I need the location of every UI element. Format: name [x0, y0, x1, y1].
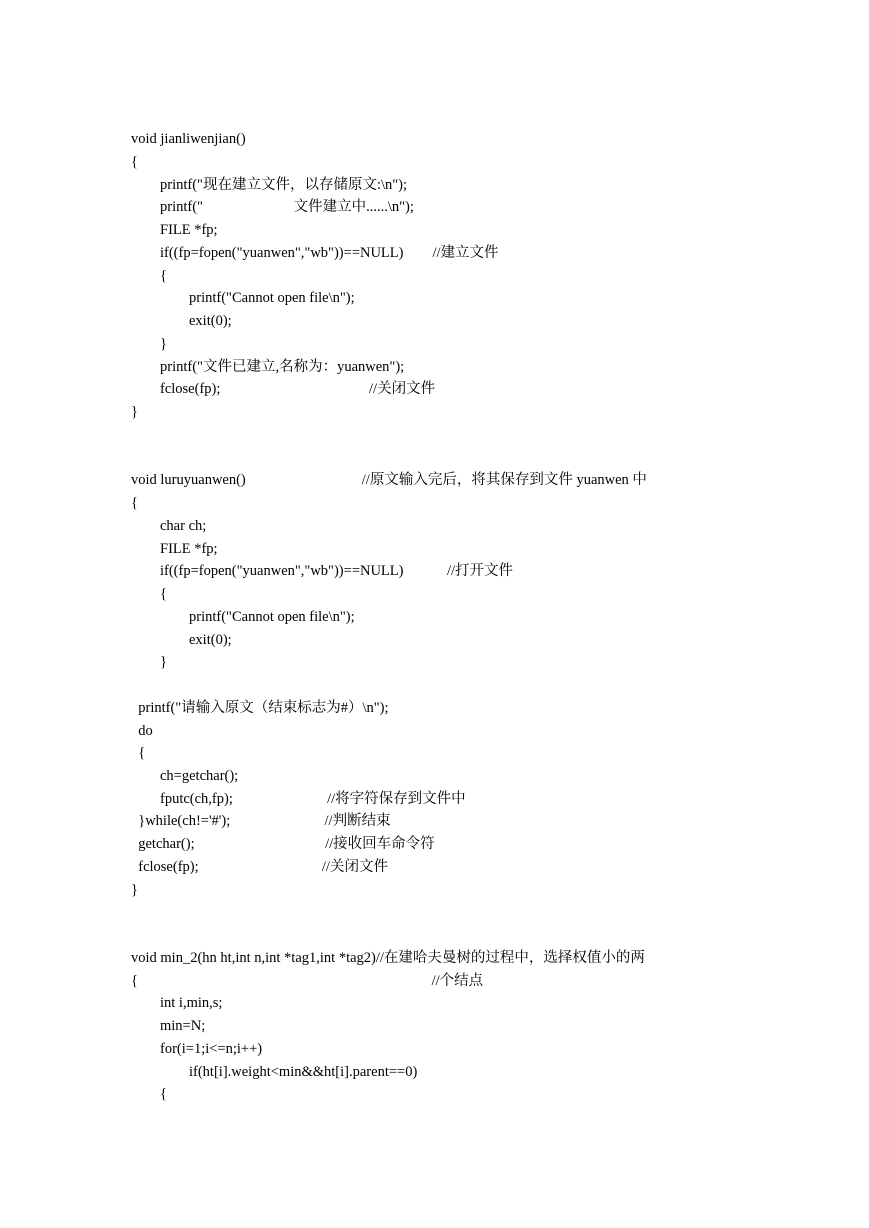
code-line: { [131, 154, 138, 170]
code-line: printf("Cannot open file\n"); [131, 290, 355, 306]
code-line: FILE *fp; [131, 541, 218, 557]
code-line: { [131, 495, 138, 511]
code-line: exit(0); [131, 313, 232, 329]
code-line: printf(" 文件建立中......\n"); [131, 199, 414, 215]
code-line: void jianliwenjian() [131, 131, 246, 147]
code-line: fclose(fp); //关闭文件 [131, 381, 436, 397]
code-line: do [131, 723, 153, 739]
code-line: { [131, 268, 167, 284]
code-line: fclose(fp); //关闭文件 [131, 859, 388, 875]
code-line: if((fp=fopen("yuanwen","wb"))==NULL) //打开文件 [131, 563, 514, 579]
code-line: exit(0); [131, 632, 232, 648]
code-line: { [131, 586, 167, 602]
code-line: void luruyuanwen() //原文输入完后，将其保存到文件 yuanwen 中 [131, 472, 647, 488]
code-line: for(i=1;i<=n;i++) [131, 1041, 263, 1057]
code-line: } [131, 336, 167, 352]
code-line: char ch; [131, 518, 207, 534]
code-line: { //个结点 [131, 973, 484, 989]
code-line: } [131, 654, 167, 670]
code-line: { [131, 745, 146, 761]
code-line: printf("现在建立文件，以存储原文:\n"); [131, 177, 408, 193]
code-line: void min_2(hn ht,int n,int *tag1,int *tag2)//在建哈夫曼树的过程中，选择权值小的两 [131, 950, 645, 966]
code-line: min=N; [131, 1018, 206, 1034]
code-line: fputc(ch,fp); //将字符保存到文件中 [131, 791, 466, 807]
code-line: if((fp=fopen("yuanwen","wb"))==NULL) //建立文件 [131, 245, 499, 261]
code-line: FILE *fp; [131, 222, 218, 238]
code-line: printf("请输入原文（结束标志为#）\n"); [131, 700, 389, 716]
code-line: { [131, 1086, 167, 1102]
code-line: getchar(); //接收回车命令符 [131, 836, 435, 852]
code-line: }while(ch!='#'); //判断结束 [131, 813, 391, 829]
code-line: printf("文件已建立,名称为：yuanwen"); [131, 359, 405, 375]
code-line: } [131, 404, 138, 420]
code-line: ch=getchar(); [131, 768, 239, 784]
code-line: } [131, 882, 138, 898]
code-line: if(ht[i].weight<min&&ht[i].parent==0) [131, 1064, 418, 1080]
code-line: printf("Cannot open file\n"); [131, 609, 355, 625]
code-line: int i,min,s; [131, 995, 223, 1011]
